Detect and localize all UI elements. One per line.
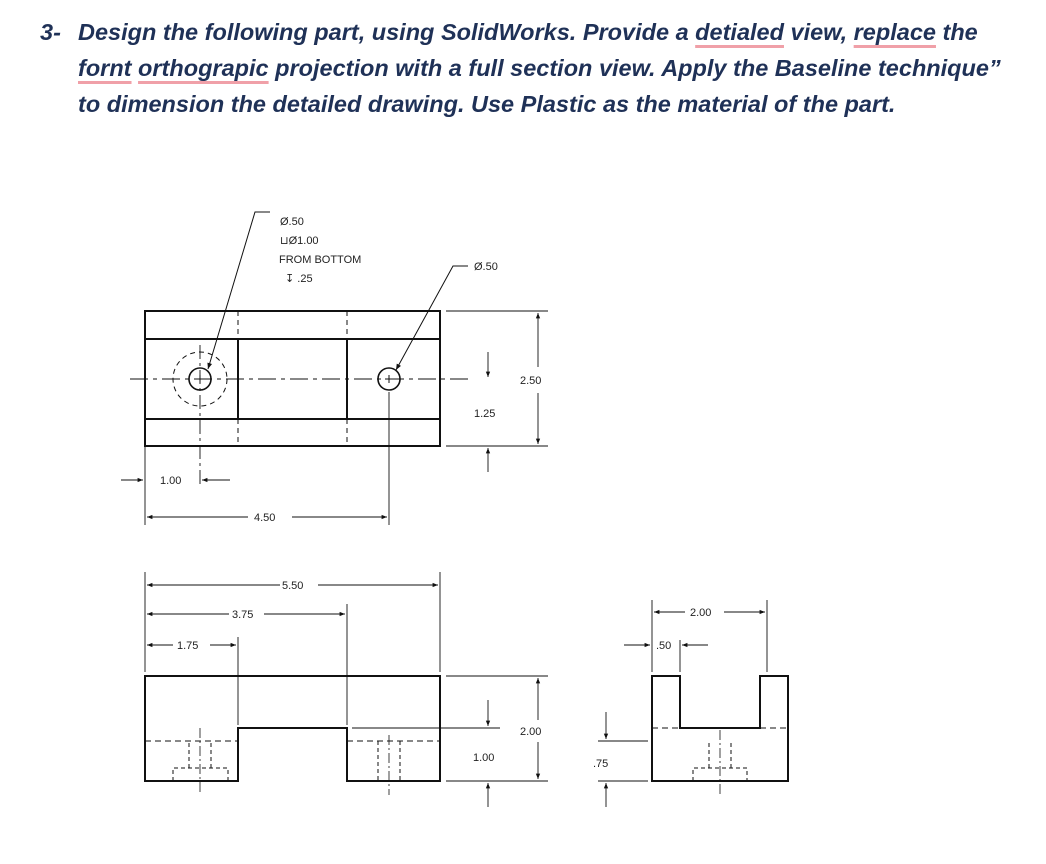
dim-100: 1.00 bbox=[160, 475, 182, 487]
top-view bbox=[130, 311, 470, 525]
side-view-dims bbox=[598, 600, 767, 807]
spelling-flag-replace: replace bbox=[853, 19, 936, 45]
hole-right-center-mark bbox=[385, 375, 393, 383]
top-view-right-dims bbox=[446, 311, 548, 472]
question-seg-2: view, bbox=[783, 19, 854, 45]
dim-100-slot: 1.00 bbox=[473, 752, 495, 764]
callout-left-diameter: Ø.50 bbox=[280, 216, 304, 228]
callout-right-leader bbox=[396, 266, 468, 370]
dim-side-200: 2.00 bbox=[690, 607, 712, 619]
dim-125: 1.25 bbox=[474, 408, 496, 420]
spelling-flag-orthograpic: orthograpic bbox=[138, 55, 269, 81]
dim-175: 1.75 bbox=[177, 640, 199, 652]
question-seg-1: Design the following part, using SolidWorks. Provide a bbox=[78, 19, 696, 45]
dim-250: 2.50 bbox=[520, 375, 542, 387]
question-seg-3: the bbox=[935, 19, 978, 45]
dim-375: 3.75 bbox=[232, 609, 254, 621]
question-seg-5: projection with a full section view. Apply the Baseline technique” to dimension the detailed drawing. Use Plastic as the material of the part. bbox=[78, 55, 1001, 117]
dim-450: 4.50 bbox=[254, 512, 276, 524]
callout-left-depth: ↧ .25 bbox=[285, 273, 313, 285]
front-hidden-counterbore-left bbox=[173, 768, 228, 781]
dim-550: 5.50 bbox=[282, 580, 304, 592]
dim-200-height: 2.00 bbox=[520, 726, 542, 738]
dim-050: .50 bbox=[656, 640, 672, 652]
callout-left-from-bottom: FROM BOTTOM bbox=[279, 254, 362, 266]
callout-right-diameter: Ø.50 bbox=[474, 261, 498, 273]
front-view bbox=[145, 676, 440, 795]
question-number: 3- bbox=[40, 19, 61, 45]
spelling-flag-detialed: detialed bbox=[695, 19, 784, 45]
dim-075: .75 bbox=[593, 758, 609, 770]
callout-left-counterbore: ⊔Ø1.00 bbox=[280, 235, 319, 247]
spelling-flag-fornt: fornt bbox=[78, 55, 132, 81]
callout-leaders bbox=[208, 212, 468, 370]
side-view bbox=[652, 676, 788, 795]
